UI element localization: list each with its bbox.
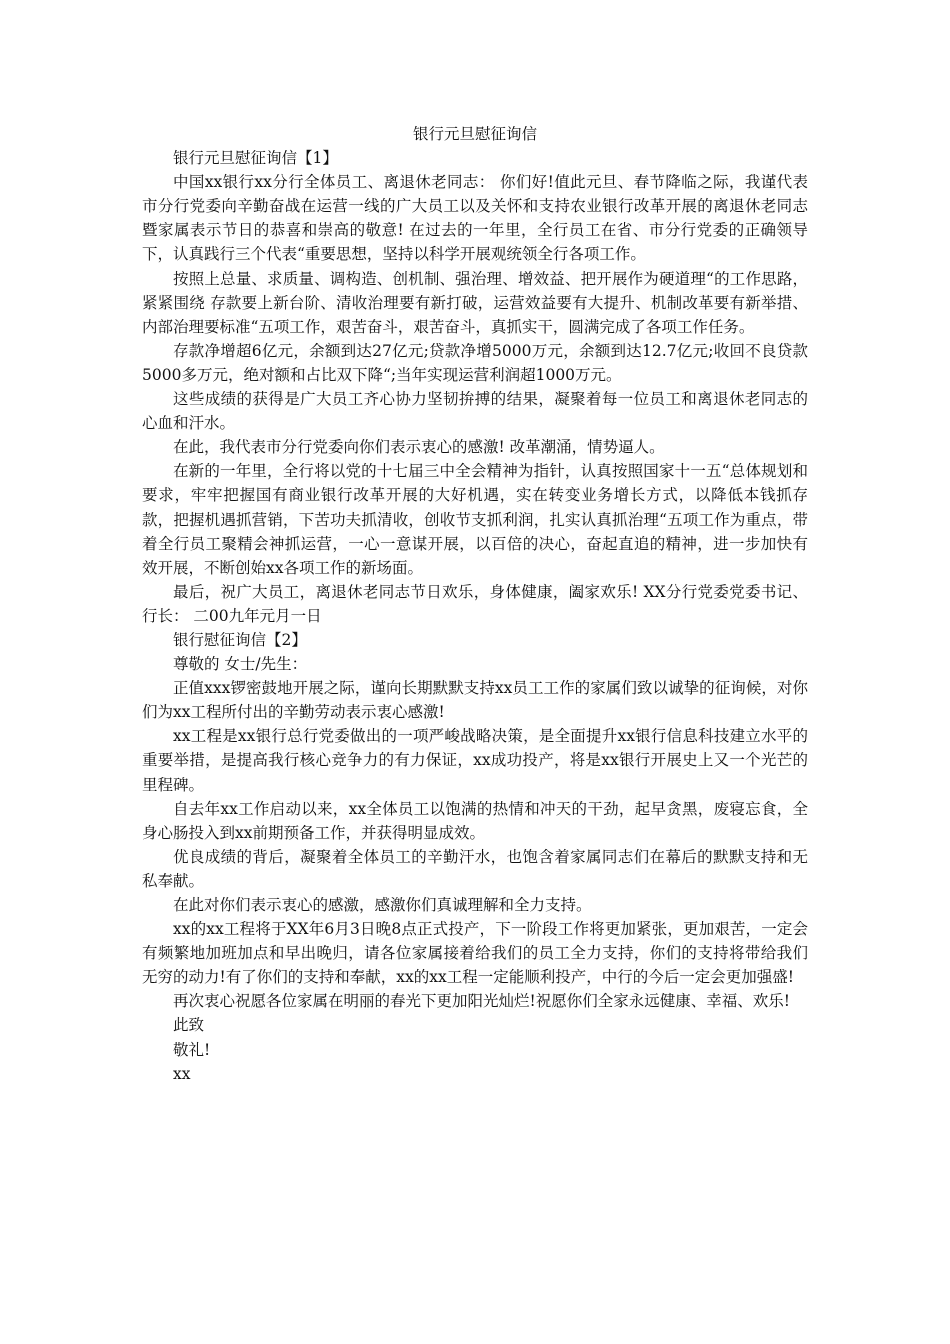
paragraph: 优良成绩的背后，凝聚着全体员工的辛勤汗水，也饱含着家属同志们在幕后的默默支持和无私奉献。 bbox=[142, 847, 808, 890]
paragraph: xx bbox=[173, 1064, 191, 1083]
paragraph: 在此对你们表示衷心的感激，感激你们真诚理解和全力支持。 bbox=[173, 896, 592, 914]
paragraph: 银行元旦慰征询信【1】 bbox=[173, 149, 338, 168]
paragraph: 此致 bbox=[173, 1016, 205, 1035]
paragraph: xx的xx工程将于XX年6月3日晚8点正式投产，下一阶段工作将更加紧张，更加艰苦，一定会有频繁地加班加点和早出晚归，请各位家属接着给我们的员工全力支持，你们的支持将带给我们无穷的动力!有了你们的支持和奉献，xx的xx工程一定能顺利投产，中行的今后一定会更加强盛! bbox=[142, 920, 808, 987]
document-page bbox=[142, 122, 808, 1086]
paragraph: xx工程是xx银行总行党委做出的一项严峻战略决策，是全面提升xx银行信息科技建立水平的重要举措，是提高我行核心竞争力的有力保证，xx成功投产，将是xx银行开展史上又一个光芒的里程碑。 bbox=[142, 727, 808, 794]
paragraph: 这些成绩的获得是广大员工齐心协力坚韧拚搏的结果，凝聚着每一位员工和离退休老同志的心血和汗水。 bbox=[142, 390, 808, 433]
document-body bbox=[142, 146, 808, 1086]
paragraph: 中国xx银行xx分行全体员工、离退休老同志： 你们好!值此元旦、春节降临之际，我谨代表市分行党委向辛勤奋战在运营一线的广大员工以及关怀和支持农业银行改革开展的离退休老同志暨家属表示节日的恭喜和崇高的敬意! 在过去的一年里，全行员工在省、市分行党委的正确领导下，认真践行三个代表“重要思想，坚持以科学开展观统领全行各项工作。 bbox=[142, 173, 808, 264]
paragraph: 正值xxx锣密鼓地开展之际，谨向长期默默支持xx员工工作的家属们致以诚挚的征询候，对你们为xx工程所付出的辛勤劳动表示衷心感激! bbox=[142, 679, 808, 722]
paragraph: 存款净增超6亿元，余额到达27亿元;贷款净增5000万元，余额到达12.7亿元;收回不良贷款5000多万元，绝对额和占比双下降“;当年实现运营利润超1000万元。 bbox=[142, 341, 808, 384]
paragraph: 自去年xx工作启动以来，xx全体员工以饱满的热情和冲天的干劲，起早贪黑，废寝忘食，全身心肠投入到xx前期预备工作，并获得明显成效。 bbox=[142, 799, 808, 842]
paragraph: 最后，祝广大员工，离退休老同志节日欢乐，身体健康，阖家欢乐! XX分行党委党委书记、行长： 二00九年元月一日 bbox=[142, 582, 808, 625]
document-title: 银行元旦慰征询信 bbox=[412, 125, 537, 143]
paragraph: 再次衷心祝愿各位家属在明丽的春光下更加阳光灿烂!祝愿你们全家永远健康、幸福、欢乐! bbox=[173, 992, 790, 1011]
paragraph: 敬礼! bbox=[173, 1040, 211, 1059]
paragraph: 银行慰征询信【2】 bbox=[173, 630, 307, 649]
paragraph: 尊敬的 女士/先生： bbox=[173, 655, 308, 674]
paragraph: 按照上总量、求质量、调构造、创机制、强治理、增效益、把开展作为硬道理“的工作思路，紧紧围绕 存款要上新台阶、清收治理要有新打破，运营效益要有大提升、机制改革要有新举措、内部治理要标准“五项工作，艰苦奋斗，艰苦奋斗，真抓实干，圆满完成了各项工作任务。 bbox=[142, 269, 808, 336]
paragraph: 在此，我代表市分行党委向你们表示衷心的感激! 改革潮涌，情势逼人。 bbox=[173, 438, 665, 457]
paragraph: 在新的一年里，全行将以党的十七届三中全会精神为指针，认真按照国家十一五“总体规划和要求，牢牢把握国有商业银行改革开展的大好机遇，实在转变业务增长方式，以降低本钱抓存款，把握机遇抓营销，下苦功夫抓清收，创收节支抓利润，扎实认真抓治理“五项工作为重点，带着全行员工聚精会神抓运营，一心一意谋开展，以百倍的决心，奋起直追的精神，进一步加快有效开展，不断创始xx各项工作的新场面。 bbox=[142, 462, 808, 577]
